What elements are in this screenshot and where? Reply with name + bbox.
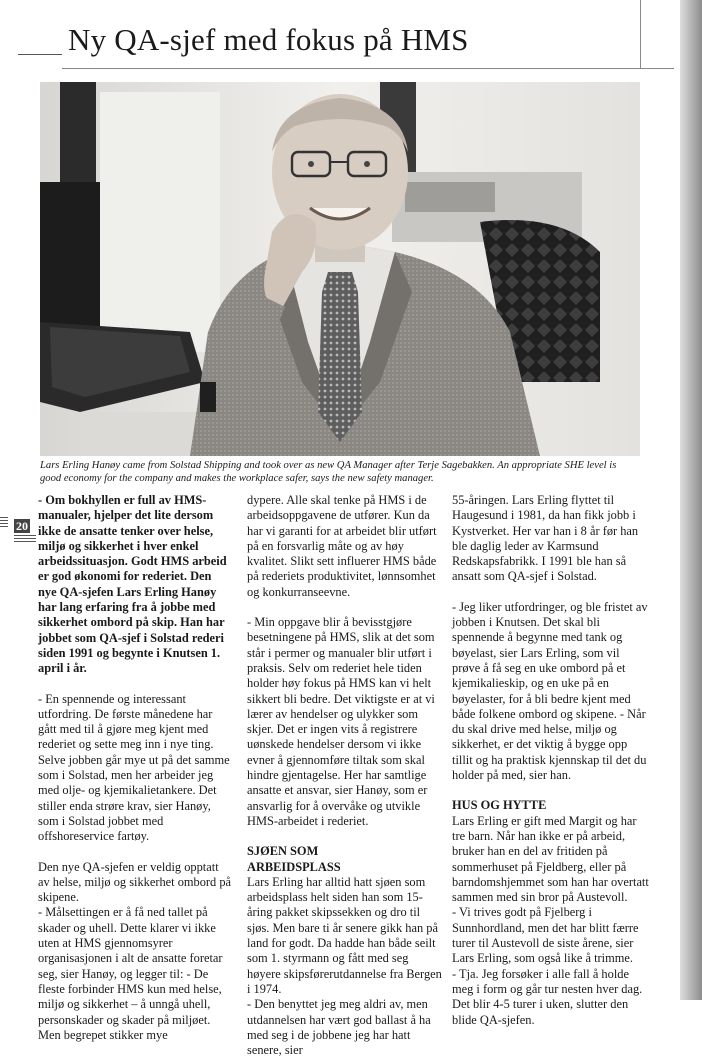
header-left-rule: [18, 54, 62, 55]
lead-paragraph: - Om bokhyllen er full av HMS-manualer, hjelper det lite dersom ikke de ansatte tenker over helse, miljø og sikkerhet i hver enkel arbeidssituasjon. Godt HMS arbeid er god økonomi for rederiet. Den nye QA-sjefen Lars Erling Hanøy har lang erfaring fra å jobbe med sikkerhet ombord på skip. Han har jobbet som QA-sjef i Solstad rederi siden 1991 og begynte i Knutsen 1. april i år.: [38, 493, 227, 676]
paragraph: - En spennende og interessant utfordring. De første månedene har gått med til å gjøre meg kjent med rederiet og sette meg inn i nye ting. Selve jobben går mye ut på det samme som i Solstad, men her arbeider jeg med olje- og kjemikalietankere. Det stiller enda strøre krav, sier Hanøy, som i Solstad jobbet med offshoreservice fartøy.: [38, 691, 230, 844]
paragraph: dypere. Alle skal tenke på HMS i de arbeidsoppgavene de utfører. Kun da har vi garanti for at arbeidet blir utført på en forsvarlig måte og av høy kvalitet. Slikt sett influerer HMS både på rederiets produktivitet, lønnsomhet og konkurranseevne.: [247, 493, 437, 599]
headline: Ny QA-sjef med fokus på HMS: [68, 22, 469, 57]
article-column-2: [247, 493, 445, 1058]
article-column-3: [452, 493, 650, 1028]
paragraph: 55-åringen. Lars Erling flyttet til Haugesund i 1981, da han fikk jobb i Kystverket. Her var han i 8 år før han ble daglig leder av Karmsund Redskapsfabrikk. I 1991 ble han så ansatt som QA-sjef i Solstad.: [452, 493, 639, 584]
article-column-1: [38, 493, 232, 1043]
subheading: HUS OG HYTTE: [452, 798, 547, 813]
page-number-rule-below: [14, 535, 36, 544]
paragraph: Lars Erling har alltid hatt sjøen som arbeidsplass helt siden han som 15-åring pakket skipssekken og dro til sjøs. Men bare ti år senere gikk han på land for godt. Da hadde han både seilt som 1. styrmann og fått med seg høyere skipsførerutdannelse fra Bergen i 1974.: [247, 874, 442, 996]
header-rule: [62, 68, 674, 69]
photo-caption: Lars Erling Hanøy came from Solstad Shipping and took over as new QA Manager after Terje Sagebakken. An appropriate SHE level is good economy for the company and makes the workplace safer, says the new safety manager.: [40, 460, 617, 484]
paragraph: - Vi trives godt på Fjelberg i Sunnhordland, men det har blitt færre turer til Austevoll de siste årene, sier Lars Erling, som også like å trimme.: [452, 905, 639, 966]
paragraph: Den nye QA-sjefen er veldig opptatt av helse, miljø og sikkerhet ombord på skipene.: [38, 859, 232, 905]
portrait-photo: [40, 82, 640, 456]
paragraph: - Min oppgave blir å bevisstgjøre besetningene på HMS, slik at det som står i permer og manualer blir utført i praksis. Selv om rederiet hele tiden holder høy fokus på HMS kan vi helt sikkert bli bedre. Det viktigste er at vi lærer av hendelser og ulykker som skjer. Det er ingen vits å registrere uønskede hendelser dersom vi ikke evner å gjennomføre tiltak som skal hindre gjentagelse. Her har samtlige ansatte et ansvar, sier Hanøy, som er ansvarlig for å overvåke og utvikle HMS-arbeidet i rederiet.: [247, 615, 435, 828]
paragraph: - Tja. Jeg forsøker i alle fall å holde meg i form og går tur nesten hver dag. Det blir 4-5 turer i uken, slutter den blide QA-sjefen.: [452, 966, 643, 1027]
paragraph: Lars Erling er gift med Margit og har tre barn. Når han ikke er på arbeid, bruker han en del av fritiden på sommerhuset på Fjeldberg, eller på barndomshjemmet som han har overtatt sammen med sin bror på Austevoll.: [452, 813, 649, 905]
subheading: ARBEIDSPLASS: [247, 859, 341, 874]
paragraph: - Jeg liker utfordringer, og ble fristet av jobben i Knutsen. Det skal bli spennende å begynne med tank og bøyelast, sier Lars Erling, som vil prøve å få seg en uke ombord på et kjemikalieskip, og en uke på en bøyelaster, for å bli bedre kjent med både folkene ombord og skipene. - Når du skal drive med helse, miljø og sikkerhet, er det viktig å bygge opp tillit og ha praktisk kjennskap til det du holder på med, sier han.: [452, 599, 648, 783]
paragraph: - Den benyttet jeg meg aldri av, men utdannelsen har vært god ballast å ha med seg i de jobbene jeg har hatt senere, sier: [247, 997, 431, 1058]
page-edge-shadow: [680, 0, 702, 1000]
paragraph: - Målsettingen er å få ned tallet på skader og uhell. Dette klarer vi ikke uten at HMS gjennomsyrer organisasjonen i alt de ansatte foretar seg, sier Hanøy, og legger til: - De fleste forbinder HMS kun med helse, miljø og sikkerhet – å unngå uhell, personskader og skader på miljøet. Men begrepet stikker mye: [38, 905, 223, 1042]
subheading: SJØEN SOM: [247, 844, 319, 859]
page-number-rule-left: [0, 517, 8, 529]
page-number: 20: [16, 519, 28, 533]
header-vertical-rule: [640, 0, 641, 68]
